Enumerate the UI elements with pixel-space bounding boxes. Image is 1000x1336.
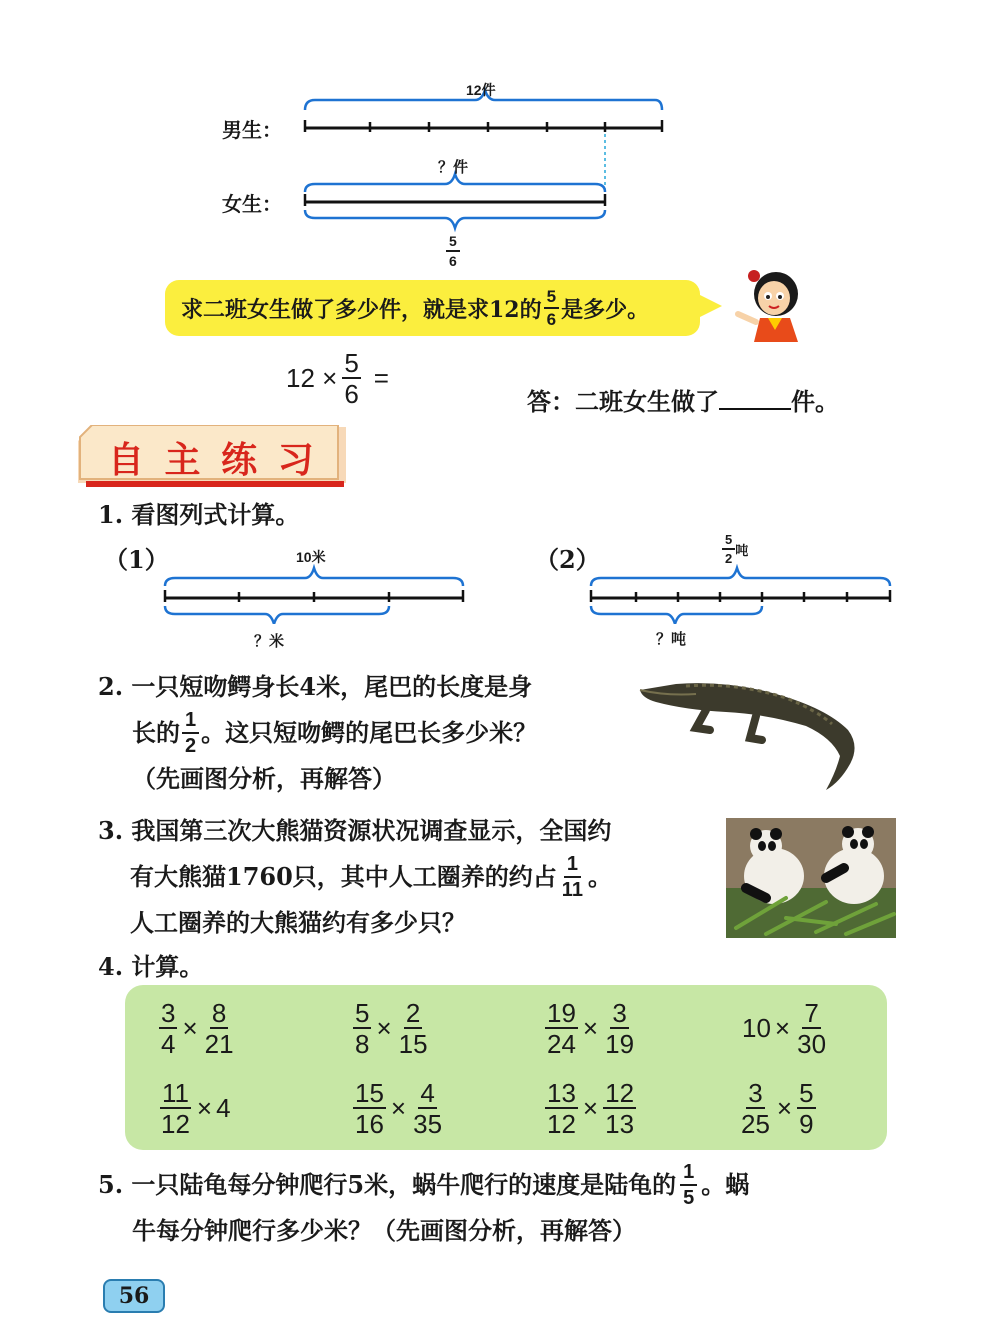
- girl-character-illustration: [728, 264, 808, 344]
- diagram-fraction: $\frac{5}{6}$: [446, 234, 460, 268]
- girls-label: 女生：: [222, 192, 282, 216]
- boys-total-label: 12件: [466, 82, 496, 98]
- q1-title: 1. 看图列式计算。: [98, 500, 300, 529]
- q5-line2: 牛每分钟爬行多少米？（先画图分析，再解答）: [132, 1216, 636, 1245]
- q5-text: [98, 1162, 898, 1254]
- q2-text: [98, 664, 628, 802]
- q2-line2: 长的 $\frac{1}{2}$ 。这只短吻鳄的尾巴长多少米？: [132, 709, 538, 757]
- q2-line3: （先画图分析，再解答）: [132, 764, 396, 793]
- calc-expression-4: 10 × $\frac{7}{30}$: [742, 998, 827, 1059]
- equation-left: 12 ×: [286, 363, 338, 393]
- hint-fraction: $\frac{5}{6}$: [544, 288, 559, 328]
- answer-line: [527, 382, 839, 417]
- girls-unknown-label: ？件: [438, 158, 469, 176]
- panda-photo: [726, 818, 896, 938]
- hint-bubble: [165, 280, 700, 336]
- equation-equals: =: [373, 363, 389, 393]
- top-line-diagram: [200, 78, 680, 278]
- q1-part2-unknown: ？吨: [656, 630, 687, 648]
- hint-text-after: 是多少。: [561, 296, 650, 323]
- q1-part2-label: （2）: [535, 545, 600, 574]
- answer-suffix: 件。: [791, 387, 839, 416]
- q1-part1-label: （1）: [104, 545, 169, 574]
- q3-text: [98, 808, 718, 946]
- q3-line1: 3. 我国第三次大熊猫资源状况调查显示，全国约: [98, 816, 612, 845]
- page-number: 56: [103, 1279, 165, 1313]
- q1-part1-diagram: [160, 564, 470, 624]
- fraction-brace: [305, 210, 605, 228]
- q5-line1: 5. 一只陆龟每分钟爬行5米，蜗牛爬行的速度是陆龟的 $\frac{1}{5}$ 。蜗: [98, 1161, 750, 1209]
- boys-label: 男生：: [222, 118, 282, 142]
- calc-expression-2: $\frac{5}{8}$ × $\frac{2}{15}$: [355, 998, 428, 1059]
- hint-text-before: 求二班女生做了多少件，就是求12的: [181, 296, 542, 323]
- q3-line3: 人工圈养的大熊猫约有多少只？: [130, 908, 466, 937]
- practice-banner-title: 自 主 练 习: [108, 440, 318, 481]
- q3-line2: 有大熊猫1760只，其中人工圈养的约占 $\frac{1}{11}$ 。: [130, 853, 612, 901]
- calc-expression-6: $\frac{15}{16}$ × $\frac{4}{35}$: [355, 1078, 443, 1139]
- calc-expression-1: $\frac{3}{4}$ × $\frac{8}{21}$: [161, 998, 234, 1059]
- equation-fraction: $\frac{5}{6}$: [344, 348, 359, 409]
- calc-expression-8: $\frac{3}{25}$ × $\frac{5}{9}$: [741, 1078, 814, 1139]
- answer-blank[interactable]: [719, 388, 791, 410]
- calc-expression-5: $\frac{11}{12}$ × 4: [161, 1078, 231, 1139]
- answer-prefix: 答：二班女生做了: [527, 387, 719, 416]
- q1-part2-diagram: [588, 564, 898, 624]
- calc-expression-7: $\frac{13}{12}$ × $\frac{12}{13}$: [547, 1078, 635, 1139]
- calc-expression-3: $\frac{19}{24}$ × $\frac{3}{19}$: [547, 998, 635, 1059]
- main-equation: [286, 350, 389, 407]
- q1-part1-total: 10米: [296, 549, 326, 565]
- q1-part1-unknown: ？米: [254, 632, 285, 650]
- q1-part2-total: $\frac{5}{2}$ 吨: [722, 533, 748, 565]
- q2-line1: 2. 一只短吻鳄身长4米，尾巴的长度是身: [98, 672, 533, 701]
- crocodile-image: [636, 668, 866, 798]
- q4-title: 4. 计算。: [98, 952, 204, 981]
